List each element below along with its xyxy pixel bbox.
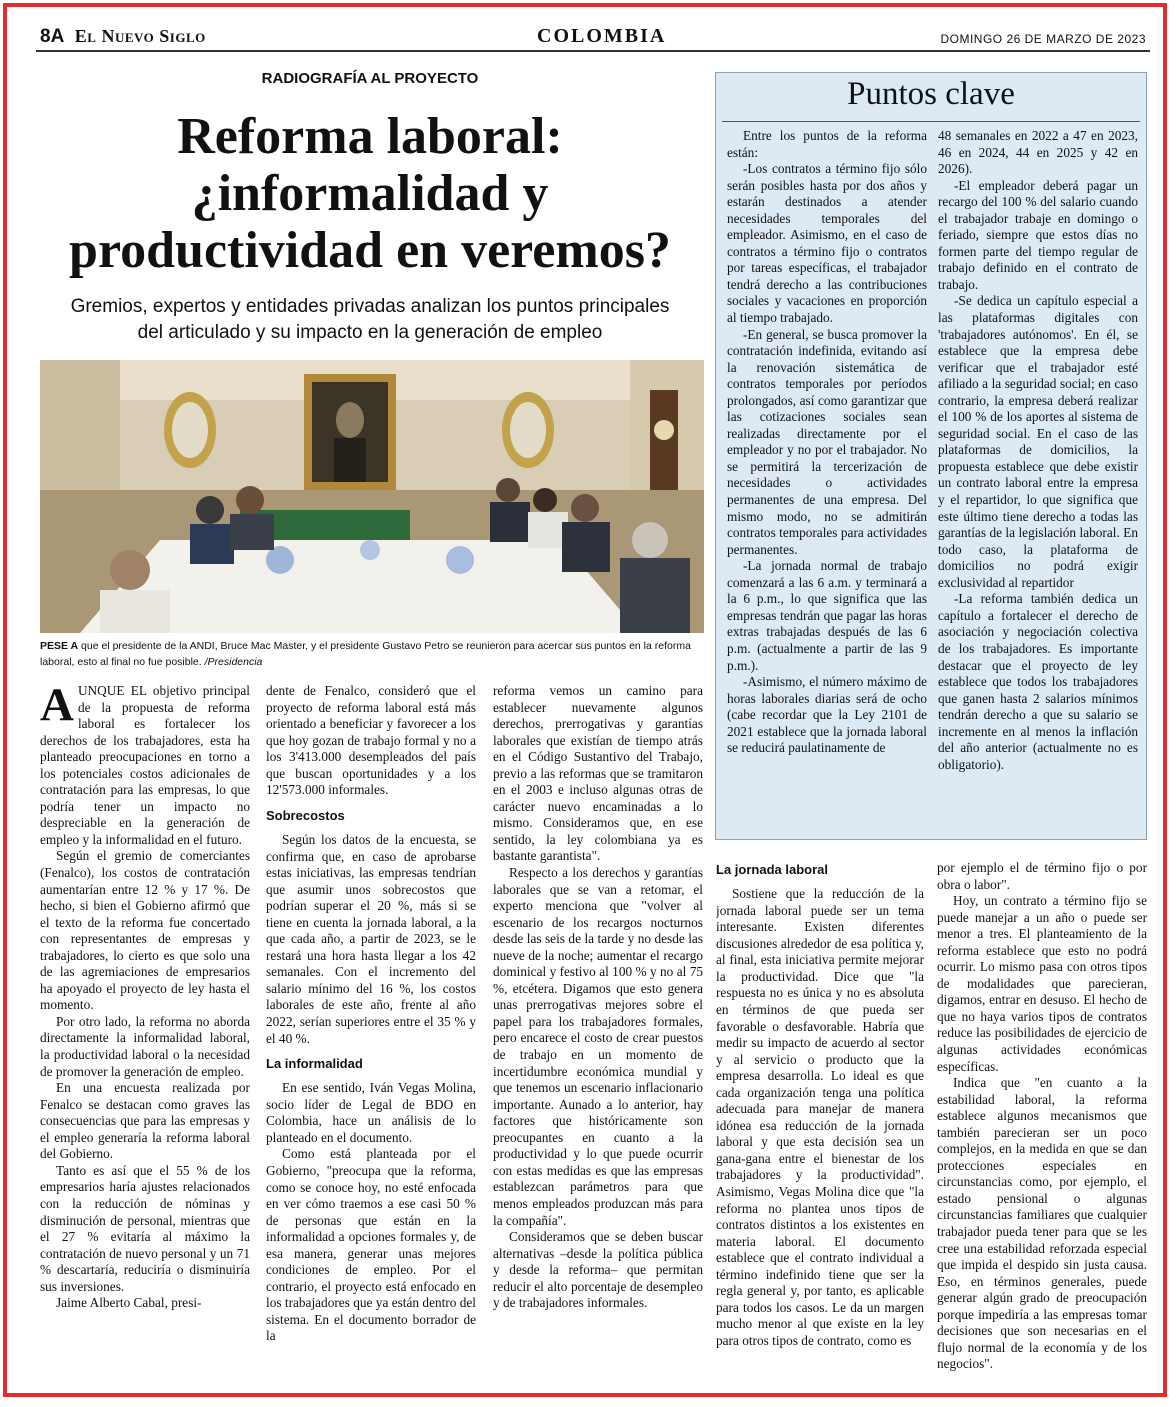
- key-point: -La reforma también dedica un capítulo a fortalecer el derecho de asociación y negociación colectiva de los trabajadores. Es importante destacar que el proyecto de ley establece que todos los trabajadores que ganen hasta 2 salarios mínimos tendrán derecho a que su salario se incremente en al menos la inflación del año anterior (actualmente no es obligatorio).: [938, 591, 1138, 772]
- article-paragraph: Según los datos de la encuesta, se confirma que, en caso de aprobarse estas iniciativas, las empresas tendrían que asumir unos sobrecostos que podrían superar el 20 %, más si se tiene en cuenta la jornada laboral, a la que cada año, a partir de 2023, se le restará una hora hasta llegar a los 42 semanales. Con el incremento del salario mínimo del 16 %, los costos laborales de este año, frente al año 2022, serían superiores entre el 35 % y el 40 %.: [266, 832, 476, 1046]
- article-paragraph: Como está planteada por el Gobierno, "preocupa que la reforma, como se conoce hoy, no esté enfocada en ver cómo traemos a ese casi 50 % de personas que están en la informalidad a opciones formales y, de esa manera, generar unas mejores condiciones de empleo. Por el contrario, el proyecto está enfocado en los trabajadores que ya están dentro del sistema. En el documento borrador de la: [266, 1146, 476, 1344]
- article-paragraph: Sostiene que la reducción de la jornada laboral puede ser un tema interesante. Existen diferentes discusiones alrededor de esa política y, al final, esta iniciativa permite mejorar la productividad. Dice que "la respuesta no es única y no es absoluta en términos de que pueda ser favorable o desfavorable. Habría que medir su impacto de acuerdo al sector y al servicio o producto que la empresa desarrolla. Lo ideal es que cada organización tenga una política adecuada para manejar de manera idónea esa reducción de la jornada laboral y que esta decisión sea un gana-gana entre el bienestar de los trabajadores y la productividad". Asimismo, Vegas Molina dice que "la reforma no plantea unos tipos de contratos distintos a los existentes en materia laboral. El documento establece que el contrato individual a término indefinido tiene que ser la regla general y, por tanto, es aplicable para todos los casos. Le da un margen mucho menor al que existe en la ley para otros tipos de contrato, como es: [716, 886, 924, 1348]
- key-points-column-1: [727, 128, 927, 833]
- key-point: -La jornada normal de trabajo comenzará a las 6 a.m. y terminará a la 6 p.m., lo que significa que las empresas tendrán que pagar las horas extras trabajadas después de las 6 p.m. (actualmente a partir de las 9 p.m.).: [727, 558, 927, 673]
- headline-line: ¿informalidad y: [191, 165, 549, 223]
- photo-credit: /Presidencia: [201, 655, 263, 668]
- article-paragraph: Consideramos que se deben buscar alternativas –desde la política pública y desde la reforma– que permitan reducir el alto porcentaje de desempleo y de trabajadores informales.: [493, 1229, 703, 1311]
- article-paragraph: por ejemplo el de término fijo o por obra o labor".: [937, 860, 1147, 892]
- article-column-5: [937, 860, 1147, 1395]
- photo-caption: [40, 639, 704, 671]
- key-points-column-2: [938, 128, 1138, 833]
- article-paragraph: dente de Fenalco, consideró que el proyecto de reforma laboral está más orientado a beneficiar y favorecer a los que hoy gozan de trabajo formal y no a los 3'413.000 desempleados del país que buscan oportunidades y a los 12'573.000 informales.: [266, 683, 476, 798]
- headline-line: Reforma laboral:: [177, 108, 563, 165]
- key-point: Entre los puntos de la reforma están:: [727, 128, 927, 160]
- key-point: -Los contratos a término fijo sólo serán posibles hasta por dos años y estarán destinados a atender necesidades temporales del empleador. Asimismo, en el caso de contratos a término fijo o contratos por tareas específicas, el trabajador tendrá derecho a las contribuciones sociales y vacaciones en proporción al tiempo trabajado.: [727, 161, 927, 326]
- article-deck: [40, 294, 700, 346]
- article-paragraph: Respecto a los derechos y garantías laborales que se van a retomar, el experto menciona que "volver al escenario de los recargos nocturnos desde las seis de la tarde y no desde las nueve de la noche; aumentar el recargo dominical y festivo al 100 % y no al 75 %, etcétera. Digamos que esto genera unas prerrogativas mejores sobre el papel para los trabajadores formales, pero encarece el costo de crear puestos de trabajo en un momento de incertidumbre económica mundial y que tenemos un escenario inflacionario importante. Aunado a lo anterior, hay factores que históricamente son preocupantes en cuanto a la productividad y lo que puede ocurrir con estas medidas es que las empresas establezcan parámetros para que menos empleados produzcan más para la compañía".: [493, 865, 703, 1228]
- lead-caps: UNQUE EL: [77, 683, 147, 698]
- paragraph-text: objetivo principal de la propuesta de reforma laboral es fortalecer los derechos de los trabajadores, esta ha planteado preocupaciones en torno a los potenciales costos adicionales de contratación para las empresas, lo que podría tener un impacto no despreciable en la generación de empleo y la informalidad en el futuro.: [40, 683, 250, 847]
- article-headline: [40, 108, 700, 280]
- article-column-4: [716, 860, 924, 1395]
- key-point: -El empleador deberá pagar un recargo del 100 % del salario cuando el trabajador trabaje en domingo o feriado, siempre que estos días no formen parte del tiempo regular de trabajo definido en el contrato de trabajo.: [938, 177, 1138, 292]
- article-kicker: RADIOGRAFÍA AL PROYECTO: [261, 70, 479, 87]
- article-paragraph: reforma vemos un camino para establecer nuevamente algunos derechos, prerrogativas y garantías laborales que existían de tiempo atrás en el Código Sustantivo del Trabajo, previo a las reformas que se tramitaron en el 2003 e incluso algunas otras de carácter nuevo encaminadas a lo mismo. Consideramos que, en ese sentido, la ley colombiana ya es bastante garantista".: [493, 683, 703, 864]
- article-paragraph: En una encuesta realizada por Fenalco se destacan como graves las consecuencias que para las empresas y el empleo generaría la reforma laboral del Gobierno.: [40, 1080, 250, 1162]
- article-paragraph: Según el gremio de comerciantes (Fenalco), los costos de contratación aumentarían entre 12 % y 17 %. De hecho, si bien el Gobierno afirmó que el texto de la reforma fue concertado con representantes de empresas y trabajadores, lo cierto es que solo una de las agremiaciones de empresarios ha apoyado el proyecto de ley hasta el momento.: [40, 848, 250, 1013]
- article-paragraph: Tanto es así que el 55 % de los empresarios haría ajustes relacionados con la reducción de nóminas y disminución de personal, mientras que el 27 % evitaría al máximo la contratación de nuevo personal y un 71 % descartaría, reduciría o disminuiría sus inversiones.: [40, 1162, 250, 1294]
- article-paragraph: En ese sentido, Iván Vegas Molina, socio líder de Legal de BDO en Colombia, hace un análisis de lo planteado en el documento.: [266, 1080, 476, 1145]
- caption-lead: PESE A: [40, 640, 79, 652]
- article-column-3: [493, 683, 703, 1395]
- key-points-rule: [722, 121, 1140, 122]
- article-paragraph: Por otro lado, la reforma no aborda directamente la informalidad laboral, la productividad laboral o la necesidad de promover la generación de empleo.: [40, 1013, 250, 1079]
- section-name: COLOMBIA: [537, 25, 667, 47]
- meeting-photo-illustration: [40, 360, 704, 633]
- paper-name: El Nuevo Siglo: [74, 26, 206, 46]
- headline-line: productividad en veremos?: [69, 222, 671, 280]
- article-paragraph: Indica que "en cuanto a la estabilidad laboral, la reforma establece algunos mecanismos que también parecieran ser un poco complejos, en la medida en que se dan protecciones especiales en circunstancias como, por ejemplo, el estado pensional o algunas circunstancias familiares que cualquier trabajador pueda tener para que se les cree una estabilidad reforzada especial que impida el despido sin justa causa. Eso, en términos generales, puede generar algún grado de preocupación porque impediría a las empresas tomar decisiones que son necesarias en el flujo normal de la economía y de los negocios".: [937, 1075, 1147, 1372]
- deck-line: Gremios, expertos y entidades privadas analizan los puntos principales: [70, 296, 670, 317]
- header-rule: [36, 50, 1150, 52]
- article-column-2: [266, 683, 476, 1395]
- key-point: -Se dedica un capítulo especial a las plataformas digitales con 'trabajadores autónomos'. En él, se establece que la empresa debe verificar que el trabajador esté afiliado a la seguridad social; en caso contrario, la empresa deberá realizar el 100 % de los aportes al sistema de seguridad social. En el caso de las plataformas de domicilios, la propuesta establece que debe existir un contrato laboral entre la empresa y el repartidor, lo que significa que este último tiene derecho a todas las garantías de la legislación laboral. En todo caso, la plataforma de domicilios no podrá exigir exclusividad al repartidor: [938, 293, 1138, 590]
- deck-line: del articulado y su impacto en la generación de empleo: [137, 322, 603, 344]
- masthead: [40, 26, 206, 48]
- article-paragraph: Jaime Alberto Cabal, presi-: [56, 1295, 202, 1311]
- article-column-1: [40, 683, 250, 1395]
- key-points-title: Puntos clave: [847, 76, 1015, 112]
- issue-date: DOMINGO 26 DE MARZO DE 2023: [940, 32, 1146, 46]
- key-point: 48 semanales en 2022 a 47 en 2023, 46 en 2024, 44 en 2025 y 42 en 2026).: [938, 128, 1138, 177]
- key-point: -En general, se busca promover la contratación indefinida, evitando así la renovación sistemática de contratos temporales por períodos prolongados, así como garantizar que las cotizaciones sociales sean realizadas directamente por el empleador y no por el trabajador. No se permitirá la tercerización de necesidades o actividades permanentes de una empresa. Del mismo modo, no se admitirán contratos temporales para actividades permanentes.: [727, 326, 927, 557]
- page-number: 8A: [40, 26, 65, 47]
- article-paragraph: Hoy, un contrato a término fijo se puede manejar a un año o puede ser menor a tres. El planteamiento de la reforma establece que esto no podrá ocurrir. Lo mismo pasa con otros tipos de modalidades que parecieran, digamos, entrar en desuso. El hecho de que no haya varios tipos de contratos reduce las posibilidades de ejercicio de algunas actividades económicas específicas.: [937, 893, 1147, 1074]
- article-paragraph: [40, 683, 250, 848]
- subheading-sobrecostos: Sobrecostos: [266, 807, 345, 823]
- drop-cap: A: [40, 683, 74, 731]
- key-point: -Asimismo, el número máximo de horas laborales diarias será de ocho (cabe recordar que la Ley 2101 de 2021 establece que la jornada laboral se reducirá paulatinamente de: [727, 674, 927, 756]
- subheading-informalidad: La informalidad: [266, 1056, 363, 1072]
- subheading-jornada: La jornada laboral: [716, 862, 828, 877]
- caption-text: que el presidente de la ANDI, Bruce Mac Master, y el presidente Gustavo Petro se reunieron para acercar sus puntos en la reforma laboral, esto al final no fue posible.: [40, 640, 691, 668]
- meeting-photo: [40, 360, 704, 633]
